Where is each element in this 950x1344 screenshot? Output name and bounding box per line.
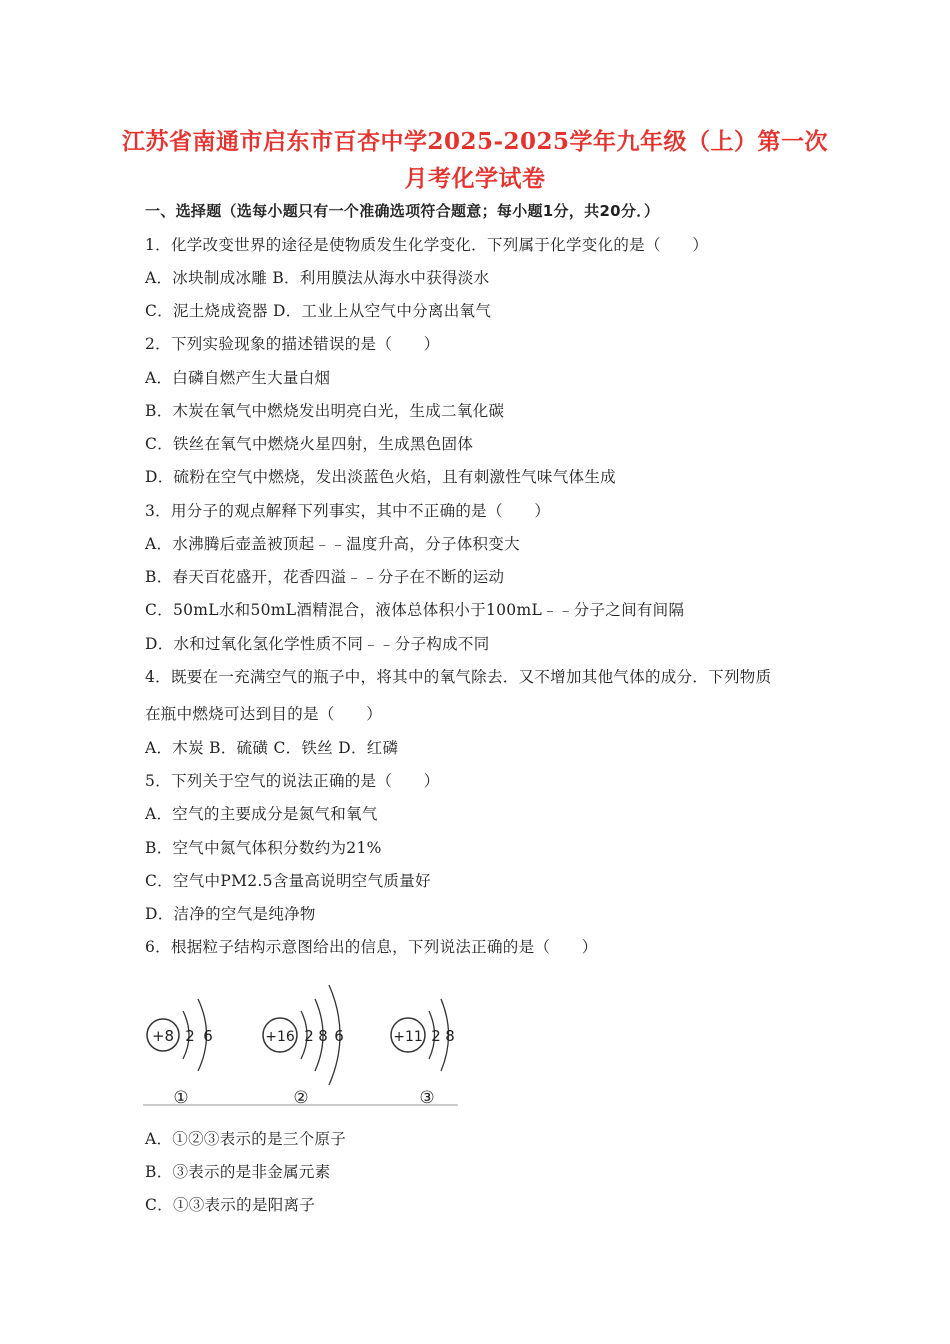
section-heading: 一、选择题（选每小题只有一个准确选项符合题意；每小题1分，共20分．）: [145, 202, 660, 220]
question-6-stem: 6．根据粒子结构示意图给出的信息，下列说法正确的是（ ）: [145, 938, 598, 956]
question-1-option-ab: A．冰块制成冰雕 B．利用膜法从海水中获得淡水: [145, 269, 490, 287]
atom-diagram-2: [263, 985, 344, 1107]
question-2-option-a: A．白磷自燃产生大量白烟: [145, 369, 331, 387]
atom-1-shell-1: 2: [185, 1027, 195, 1045]
question-3-option-a: A．水沸腾后壶盖被顶起﹣﹣温度升高，分子体积变大: [145, 535, 520, 553]
atom-3-shell-2: 8: [445, 1027, 455, 1045]
question-6-option-a: A．①②③表示的是三个原子: [145, 1130, 347, 1148]
atom-1-shell-2: 6: [203, 1027, 213, 1045]
question-4-stem: 4．既要在一充满空气的瓶子中，将其中的氧气除去．又不增加其他气体的成分．下列物质: [145, 668, 772, 686]
question-3-option-c: C．50mL水和50mL酒精混合，液体总体积小于100mL﹣﹣分子之间有间隔: [145, 601, 685, 619]
atomic-structure-figure: [143, 975, 458, 1107]
question-5-stem: 5．下列关于空气的说法正确的是（ ）: [145, 772, 440, 790]
atom-2-shell-3: 6: [334, 1027, 344, 1045]
question-4-options: A．木炭 B．硫磺 C．铁丝 D．红磷: [145, 739, 399, 757]
exam-title-line2: 月考化学试卷: [404, 165, 546, 192]
atom-2-shell-2: 8: [318, 1027, 328, 1045]
question-3-stem: 3．用分子的观点解释下列事实，其中不正确的是（ ）: [145, 502, 551, 520]
question-1-option-cd: C．泥土烧成瓷器 D．工业上从空气中分离出氧气: [145, 302, 492, 320]
atom-2-nucleus: +16: [265, 1029, 295, 1045]
question-5-option-b: B．空气中氮气体积分数约为21%: [145, 839, 382, 857]
question-2-stem: 2．下列实验现象的描述错误的是（ ）: [145, 335, 440, 353]
question-6-option-b: B．③表示的是非金属元素: [145, 1163, 331, 1181]
question-5-option-c: C．空气中PM2.5含量高说明空气质量好: [145, 872, 431, 890]
atom-1-nucleus: +8: [151, 1027, 175, 1045]
question-4-stem-cont: 在瓶中燃烧可达到目的是（ ）: [145, 705, 383, 723]
question-3-option-d: D．水和过氧化氢化学性质不同﹣﹣分子构成不同: [145, 635, 490, 653]
atom-diagram-3: [391, 999, 455, 1107]
atom-1-label: ①: [173, 1088, 189, 1107]
question-1-stem: 1．化学改变世界的途径是使物质发生化学变化．下列属于化学变化的是（ ）: [145, 236, 709, 254]
atom-diagram-1: [147, 999, 213, 1107]
question-2-option-d: D．硫粉在空气中燃烧，发出淡蓝色火焰，且有刺激性气味气体生成: [145, 468, 616, 486]
question-6-option-c: C．①③表示的是阳离子: [145, 1196, 316, 1214]
question-3-option-b: B．春天百花盛开，花香四溢﹣﹣分子在不断的运动: [145, 568, 505, 586]
atom-2-shell-1: 2: [304, 1027, 314, 1045]
question-2-option-b: B．木炭在氧气中燃烧发出明亮白光，生成二氧化碳: [145, 402, 505, 420]
atom-2-label: ②: [293, 1088, 309, 1107]
question-2-option-c: C．铁丝在氧气中燃烧火星四射，生成黑色固体: [145, 435, 474, 453]
question-5-option-a: A．空气的主要成分是氮气和氧气: [145, 805, 378, 823]
question-5-option-d: D．洁净的空气是纯净物: [145, 905, 316, 923]
atom-3-nucleus: +11: [393, 1029, 423, 1045]
atom-3-shell-1: 2: [431, 1027, 441, 1045]
exam-title-line1: 江苏省南通市启东市百杏中学2025-2025学年九年级（上）第一次: [121, 128, 829, 155]
atom-3-label: ③: [419, 1088, 435, 1107]
